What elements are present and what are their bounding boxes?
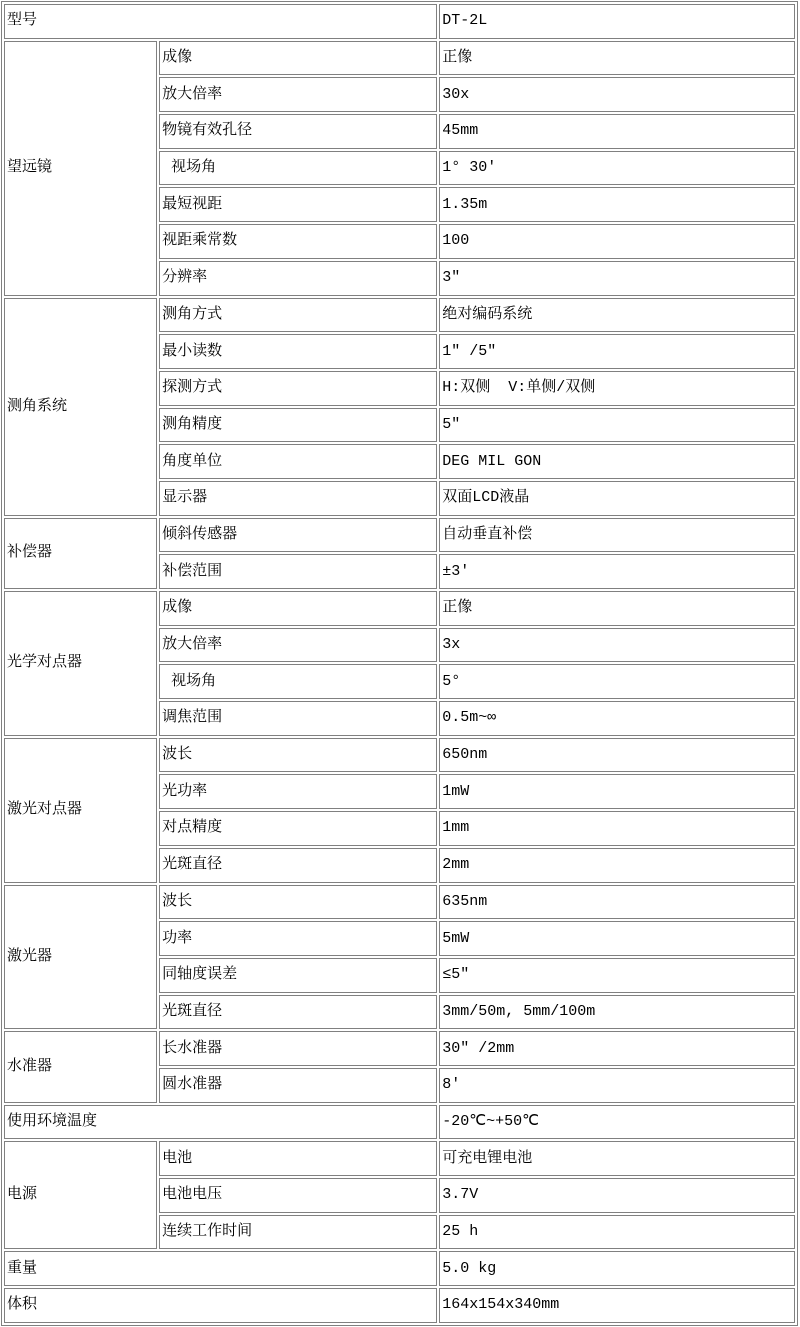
category-cell: 激光对点器 <box>4 738 157 883</box>
category-cell: 激光器 <box>4 885 157 1030</box>
spec-value-cell: 45mm <box>439 114 795 149</box>
category-cell: 电源 <box>4 1141 157 1249</box>
category-cell: 光学对点器 <box>4 591 157 736</box>
spec-value-cell: 1″ /5″ <box>439 334 795 369</box>
spec-label-cell: 分辨率 <box>159 261 437 296</box>
spec-value-cell: 25 h <box>439 1215 795 1250</box>
spec-value-cell: H:双侧 V:单侧/双侧 <box>439 371 795 406</box>
table-row <box>4 1031 795 1066</box>
spec-label-cell: 测角方式 <box>159 298 437 333</box>
spec-label-cell: 物镜有效孔径 <box>159 114 437 149</box>
spec-label-cell: 波长 <box>159 738 437 773</box>
spec-value-cell: 3″ <box>439 261 795 296</box>
spec-value-cell: 正像 <box>439 591 795 626</box>
spec-value-cell: 绝对编码系统 <box>439 298 795 333</box>
spec-value-cell: 自动垂直补偿 <box>439 518 795 553</box>
table-row <box>4 4 795 39</box>
table-row <box>4 518 795 553</box>
spec-value-cell: ±3′ <box>439 554 795 589</box>
table-row <box>4 885 795 920</box>
spec-label-cell: 成像 <box>159 41 437 76</box>
spec-label-cell: 使用环境温度 <box>4 1105 437 1140</box>
spec-value-cell: 1° 30′ <box>439 151 795 186</box>
spec-value-cell: 1mW <box>439 774 795 809</box>
spec-value-cell: 0.5m~∞ <box>439 701 795 736</box>
spec-value-cell: 650nm <box>439 738 795 773</box>
spec-label-cell: 最小读数 <box>159 334 437 369</box>
spec-label-cell: 重量 <box>4 1251 437 1286</box>
spec-label-cell: 同轴度误差 <box>159 958 437 993</box>
spec-table <box>1 1 798 1326</box>
spec-label-cell: 测角精度 <box>159 408 437 443</box>
spec-value-cell: 可充电锂电池 <box>439 1141 795 1176</box>
spec-label-cell: 视场角 <box>159 151 437 186</box>
spec-label-cell: 探测方式 <box>159 371 437 406</box>
spec-value-cell: 3.7V <box>439 1178 795 1213</box>
spec-label-cell: 型号 <box>4 4 437 39</box>
spec-table-body <box>4 4 795 1323</box>
spec-label-cell: 电池电压 <box>159 1178 437 1213</box>
spec-value-cell: 5° <box>439 664 795 699</box>
table-row <box>4 298 795 333</box>
spec-value-cell: -20℃~+50℃ <box>439 1105 795 1140</box>
spec-label-cell: 电池 <box>159 1141 437 1176</box>
spec-value-cell: 100 <box>439 224 795 259</box>
table-row <box>4 41 795 76</box>
spec-label-cell: 光斑直径 <box>159 848 437 883</box>
spec-label-cell: 调焦范围 <box>159 701 437 736</box>
spec-value-cell: DEG MIL GON <box>439 444 795 479</box>
spec-label-cell: 放大倍率 <box>159 628 437 663</box>
spec-value-cell: 1.35m <box>439 187 795 222</box>
spec-value-cell: 双面LCD液晶 <box>439 481 795 516</box>
spec-value-cell: 30″ /2mm <box>439 1031 795 1066</box>
spec-label-cell: 最短视距 <box>159 187 437 222</box>
spec-label-cell: 波长 <box>159 885 437 920</box>
table-row <box>4 1141 795 1176</box>
category-cell: 补偿器 <box>4 518 157 589</box>
spec-label-cell: 视场角 <box>159 664 437 699</box>
spec-label-cell: 长水准器 <box>159 1031 437 1066</box>
table-row <box>4 591 795 626</box>
spec-label-cell: 角度单位 <box>159 444 437 479</box>
table-row <box>4 738 795 773</box>
category-cell: 水准器 <box>4 1031 157 1102</box>
table-row <box>4 1251 795 1286</box>
spec-value-cell: ≤5″ <box>439 958 795 993</box>
spec-value-cell: 30x <box>439 77 795 112</box>
spec-label-cell: 视距乘常数 <box>159 224 437 259</box>
spec-value-cell: 1mm <box>439 811 795 846</box>
spec-label-cell: 功率 <box>159 921 437 956</box>
spec-value-cell: 635nm <box>439 885 795 920</box>
spec-label-cell: 成像 <box>159 591 437 626</box>
spec-label-cell: 放大倍率 <box>159 77 437 112</box>
spec-label-cell: 显示器 <box>159 481 437 516</box>
spec-label-cell: 倾斜传感器 <box>159 518 437 553</box>
spec-value-cell: 5.0 kg <box>439 1251 795 1286</box>
spec-value-cell: 3x <box>439 628 795 663</box>
spec-label-cell: 对点精度 <box>159 811 437 846</box>
table-row <box>4 1288 795 1323</box>
spec-value-cell: 5mW <box>439 921 795 956</box>
spec-label-cell: 连续工作时间 <box>159 1215 437 1250</box>
table-row <box>4 1105 795 1140</box>
spec-value-cell: 正像 <box>439 41 795 76</box>
spec-value-cell: DT-2L <box>439 4 795 39</box>
spec-value-cell: 164x154x340mm <box>439 1288 795 1323</box>
spec-label-cell: 补偿范围 <box>159 554 437 589</box>
spec-value-cell: 2mm <box>439 848 795 883</box>
spec-value-cell: 3mm/50m, 5mm/100m <box>439 995 795 1030</box>
spec-value-cell: 5″ <box>439 408 795 443</box>
spec-value-cell: 8′ <box>439 1068 795 1103</box>
category-cell: 望远镜 <box>4 41 157 296</box>
spec-label-cell: 体积 <box>4 1288 437 1323</box>
spec-label-cell: 光斑直径 <box>159 995 437 1030</box>
spec-label-cell: 圆水准器 <box>159 1068 437 1103</box>
spec-label-cell: 光功率 <box>159 774 437 809</box>
category-cell: 测角系统 <box>4 298 157 516</box>
